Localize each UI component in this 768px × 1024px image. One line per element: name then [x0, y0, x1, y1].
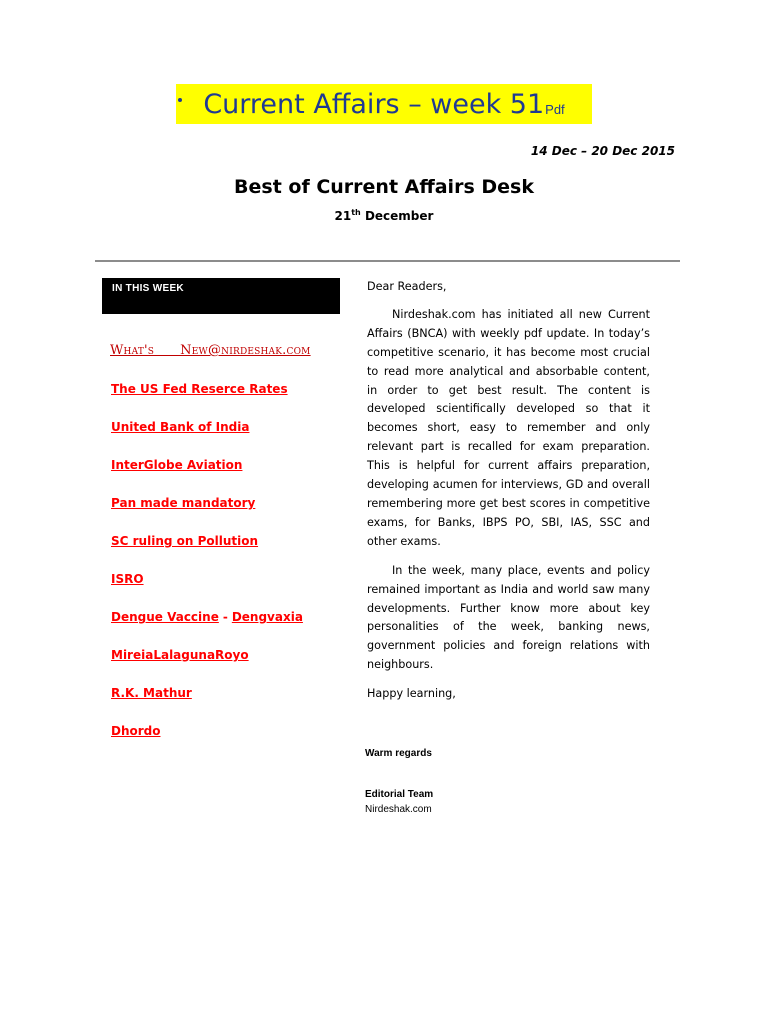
link-us-fed-rates[interactable]: The US Fed Reserce Rates	[111, 382, 288, 396]
whats-new-link[interactable]: What's New@nirdeshak.com	[110, 343, 311, 358]
list-item	[111, 408, 340, 446]
list-item	[111, 370, 340, 408]
letter-paragraph-2: In the week, many place, events and policy remained important as India and world saw many developments. Further know more about key personalities of the week, banking news, government policies and foreign relations with neighbours.	[367, 563, 650, 672]
desk-date-suffix: th	[351, 208, 361, 217]
list-item	[111, 560, 340, 598]
sidebar	[102, 278, 340, 750]
link-rk-mathur[interactable]: R.K. Mathur	[111, 686, 192, 700]
link-dengue-vaccine[interactable]: Dengue Vaccine	[111, 610, 219, 624]
list-item	[111, 674, 340, 712]
title-highlight-box	[176, 84, 592, 124]
link-separator: -	[222, 610, 228, 624]
sidebar-header: IN THIS WEEK	[102, 278, 340, 314]
letter-paragraph-1: Nirdeshak.com has initiated all new Current Affairs (BNCA) with weekly pdf update. In today’s competitive scenario, it has become most crucial to read more analytical and absorbable content, in order to get best result. The content is developed scientifically developed so that it becomes short, easy to remember and only relevant part is recalled for exam preparation. This is helpful for current affairs preparation, developing acumen for interviews, GD and overall remembering more get best scores in competitive exams, for Banks, IBPS PO, SBI, IAS, SSC and other exams.	[367, 307, 650, 548]
list-item	[111, 522, 340, 560]
desk-date-day: 21	[334, 209, 352, 223]
link-pan-mandatory[interactable]: Pan made mandatory	[111, 496, 256, 510]
list-item	[111, 484, 340, 522]
editorial-team: Editorial Team	[365, 789, 434, 800]
letter-greeting: Dear Readers,	[367, 280, 447, 293]
desk-date	[0, 208, 768, 223]
date-range: 14 Dec – 20 Dec 2015	[530, 144, 675, 158]
letter-closing: Happy learning,	[367, 687, 456, 701]
bullet-dot-icon	[178, 98, 182, 102]
link-dhordo[interactable]: Dhordo	[111, 724, 161, 738]
page-title-suffix: Pdf	[545, 101, 565, 117]
link-mireia[interactable]: MireiaLalagunaRoyo	[111, 648, 249, 662]
warm-regards: Warm regards	[365, 748, 432, 759]
page-title: Current Affairs – week 51	[203, 88, 545, 120]
link-united-bank[interactable]: United Bank of India	[111, 420, 250, 434]
desk-title: Best of Current Affairs Desk	[234, 176, 534, 198]
site-name: Nirdeshak.com	[365, 804, 432, 815]
letter-body	[367, 278, 650, 704]
list-item	[111, 636, 340, 674]
link-isro[interactable]: ISRO	[111, 572, 144, 586]
section-divider	[95, 260, 680, 262]
list-item	[111, 712, 340, 750]
link-interglobe[interactable]: InterGlobe Aviation	[111, 458, 243, 472]
list-item	[111, 598, 340, 636]
link-dengvaxia[interactable]: Dengvaxia	[231, 610, 303, 624]
link-sc-ruling[interactable]: SC ruling on Pollution	[111, 534, 259, 548]
list-item	[111, 446, 340, 484]
desk-date-month: December	[364, 209, 434, 223]
sidebar-list	[102, 370, 340, 750]
